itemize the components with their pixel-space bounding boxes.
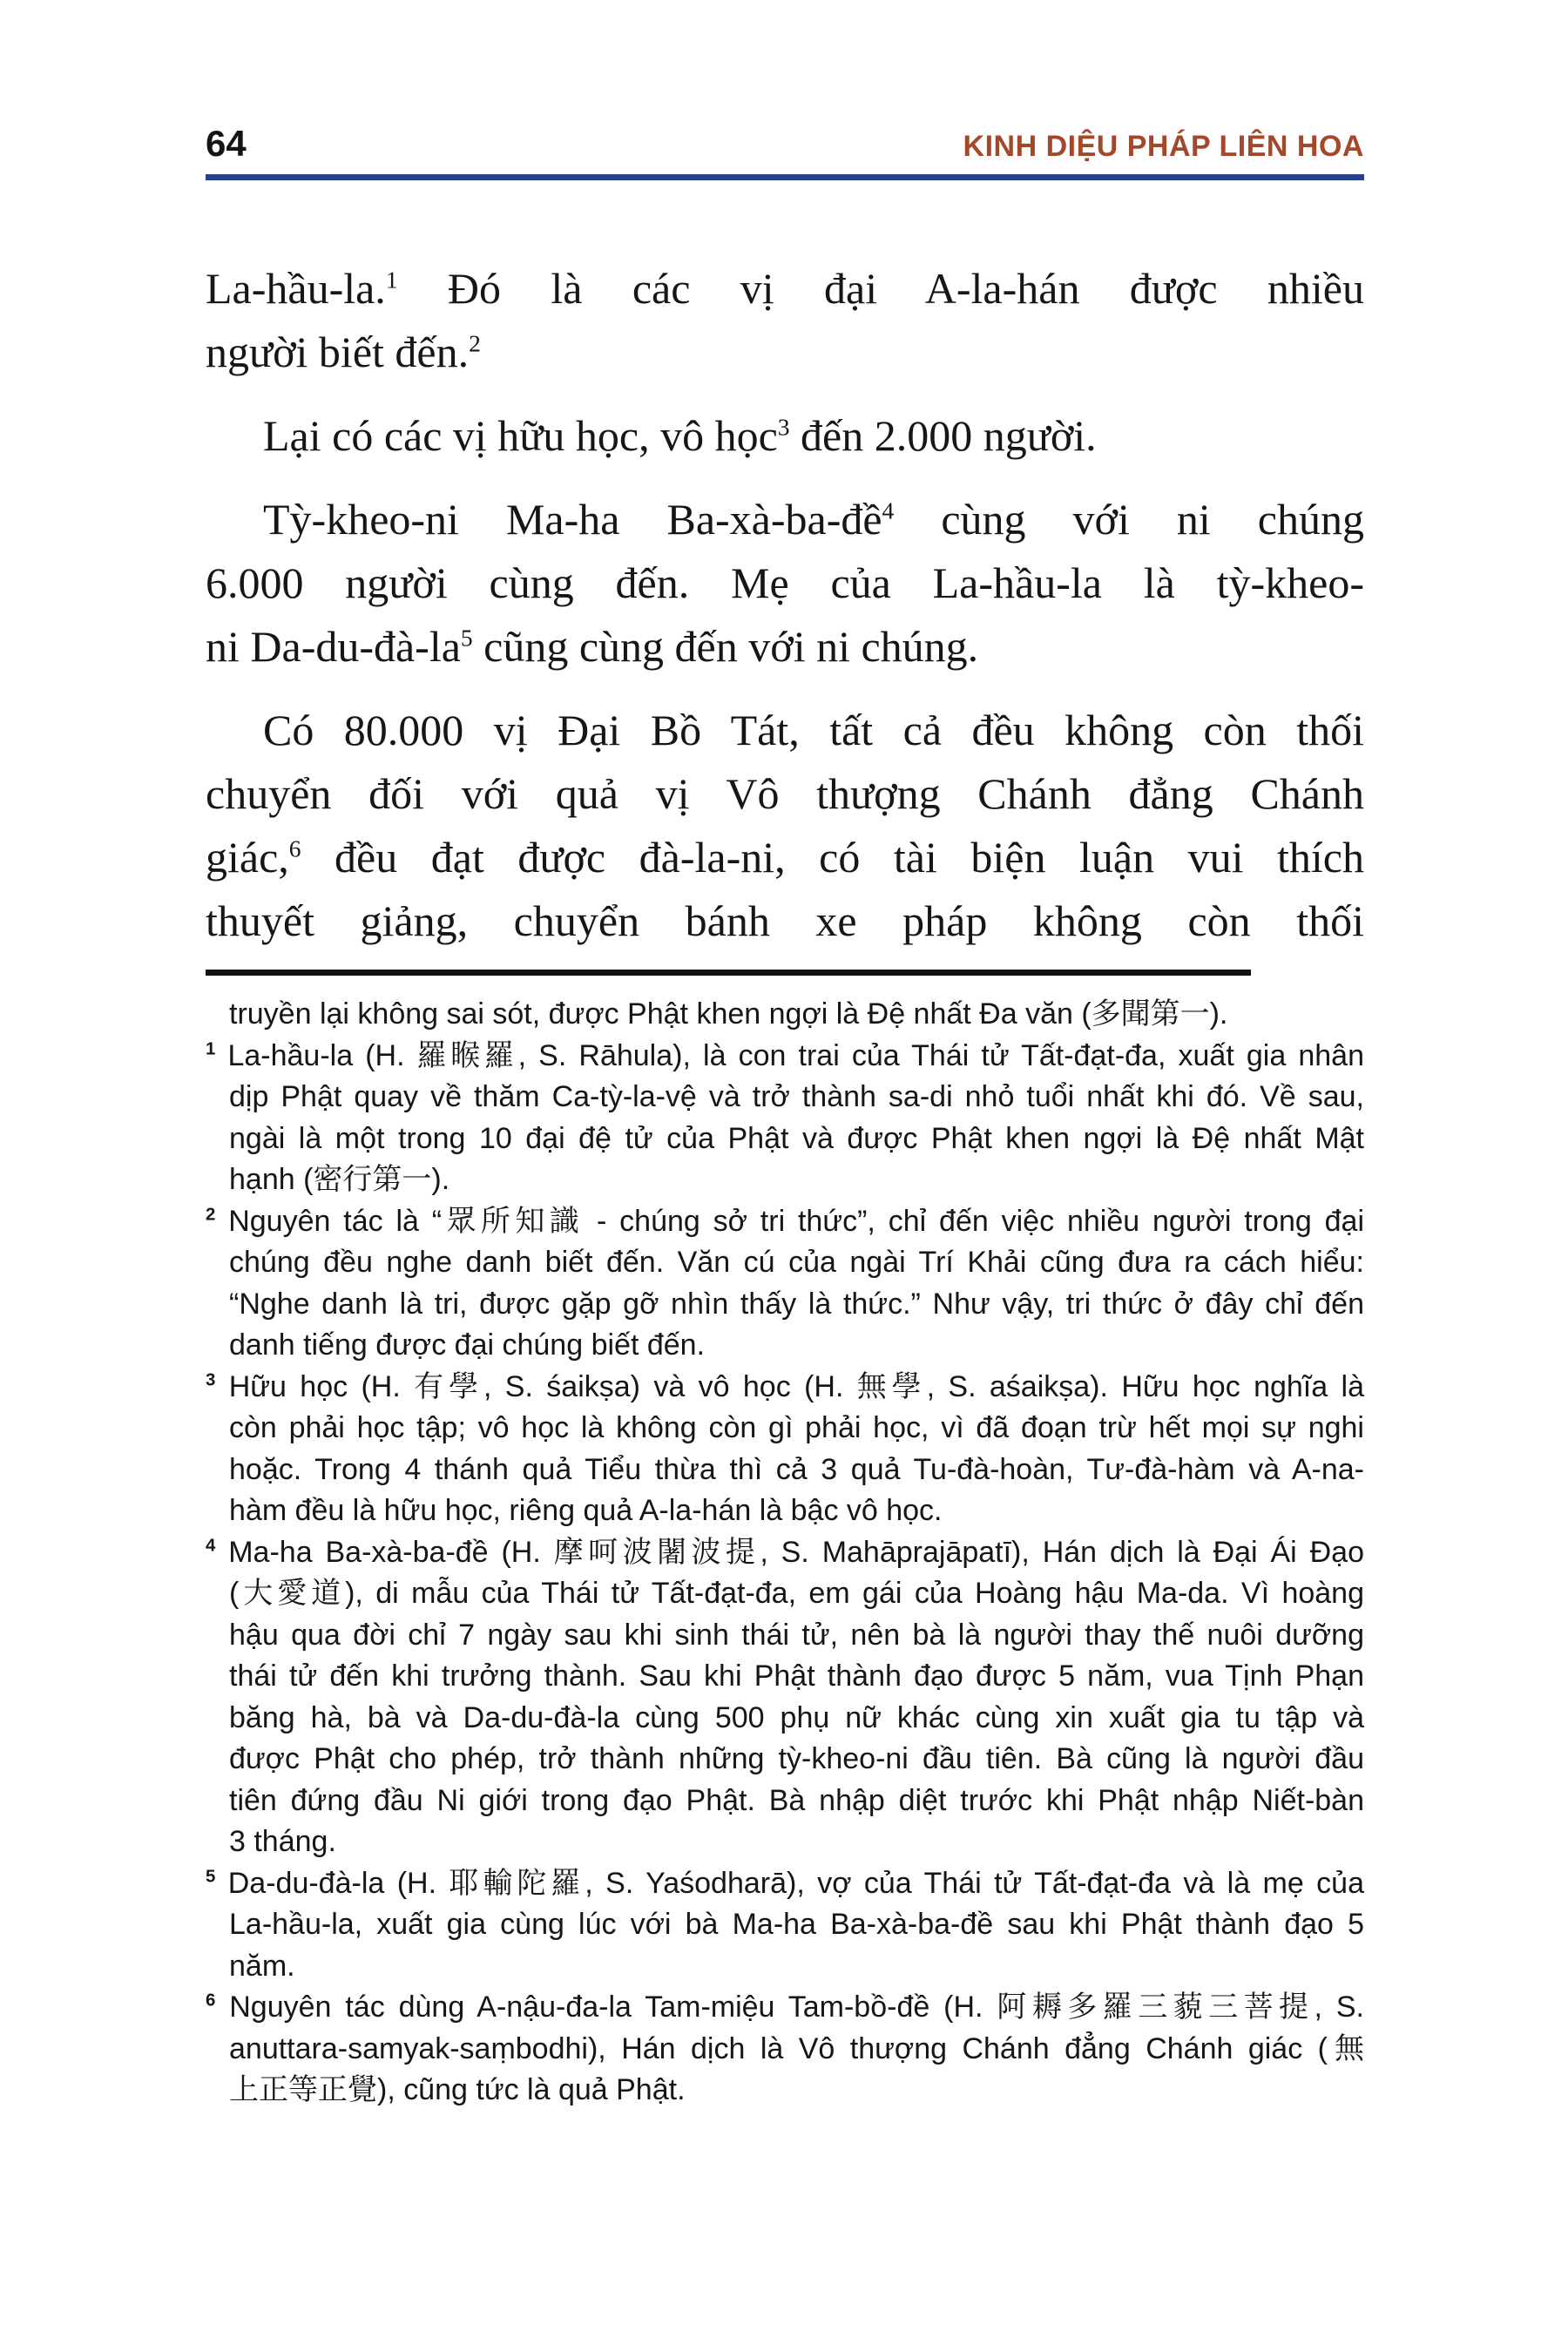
- footnote-line: còn phải học tập; vô học là không còn gì phải học, vì đã đoạn trừ hết mọi sự nghi: [229, 1411, 1364, 1444]
- footnote-ref: 3: [777, 413, 790, 441]
- footnote-line: “Nghe danh là tri, được gặp gỡ nhìn thấy là thức.” Như vậy, tri thức ở đây chỉ đến: [229, 1287, 1364, 1321]
- footnote: [206, 1036, 1364, 1201]
- footnote-marker: 3: [206, 1370, 216, 1390]
- footnote-line: băng hà, bà và Da-du-đà-la cùng 500 phụ nữ khác cùng xin xuất gia tu tập và: [229, 1700, 1364, 1734]
- page-number: 64: [206, 123, 247, 164]
- footnote-line: thái tử đến khi trưởng thành. Sau khi Phật thành đạo được 5 năm, vua Tịnh Phạn: [229, 1659, 1364, 1693]
- footnote-ref: 6: [288, 835, 301, 862]
- footnote-line: hậu qua đời chỉ 7 ngày sau khi sinh thái tử, nên bà là người thay thế nuôi dưỡng: [229, 1618, 1364, 1652]
- footnote: [229, 994, 1364, 1036]
- running-title: KINH DIỆU PHÁP LIÊN HOA: [963, 130, 1364, 163]
- body-line: Có 80.000 vị Đại Bồ Tát, tất cả đều không còn thối: [263, 706, 1364, 754]
- footnote-ref: 2: [469, 329, 481, 357]
- paragraph: [206, 488, 1364, 679]
- footnote-marker: 4: [206, 1536, 216, 1556]
- footnote-line: được Phật cho phép, trở thành những tỳ-kheo-ni đầu tiên. Bà cũng là người đầu: [229, 1742, 1364, 1775]
- body-line: giác,$^6$ đều đạt được đà-la-ni, có tài biện luận vui thích: [206, 833, 1364, 882]
- body-line: chuyển đối với quả vị Vô thượng Chánh đẳng Chánh: [206, 769, 1364, 818]
- body-line: Tỳ-kheo-ni Ma-ha Ba-xà-ba-đề$^4$ cùng với ni chúng: [263, 495, 1364, 544]
- footnote-line: $^5$ Da-du-đà-la (H. 耶輸陀羅, S. Yaśodharā), vợ của Thái tử Tất-đạt-đa và là mẹ của: [206, 1866, 1364, 1900]
- footnote-ref: 5: [460, 624, 473, 652]
- footnotes: [206, 994, 1364, 2112]
- footnote-line: chúng đều nghe danh biết đến. Văn cú của ngài Trí Khải cũng đưa ra cách hiểu:: [229, 1246, 1364, 1279]
- footnote-line: anuttara-samyak-saṃbodhi), Hán dịch là Vô thượng Chánh đẳng Chánh giác (無: [229, 2031, 1364, 2065]
- footnote: [206, 1201, 1364, 1367]
- footnote-line: danh tiếng được đại chúng biết đến.: [229, 1328, 706, 1362]
- footnote-line: 3 tháng.: [229, 1825, 336, 1858]
- body-line: thuyết giảng, chuyển bánh xe pháp không còn thối: [206, 896, 1364, 945]
- footnote-line: $^4$ Ma-ha Ba-xà-ba-đề (H. 摩呵波闍波提, S. Mahāprajāpatī), Hán dịch là Đại Ái Đạo: [206, 1535, 1364, 1569]
- body-line: ni $Da-du-đà-la^5$ cũng cùng đến với ni chúng.: [206, 622, 979, 671]
- footnote-line: (大愛道), di mẫu của Thái tử Tất-đạt-đa, em gái của Hoàng hậu Ma-da. Vì hoàng: [229, 1577, 1364, 1610]
- footnote-line: hạnh (密行第一).: [229, 1163, 450, 1196]
- body-line: người biết đến.$^2$: [206, 328, 481, 376]
- footnote-ref: 1: [385, 266, 398, 294]
- footnote-line: $^1$ La-hầu-la (H. 羅睺羅, S. Rāhula), là con trai của Thái tử Tất-đạt-đa, xuất gia nhân: [206, 1038, 1364, 1072]
- footnote: [206, 1532, 1364, 1863]
- footnote-line: truyền lại không sai sót, được Phật khen ngợi là Đệ nhất Đa văn (多聞第一).: [229, 997, 1228, 1031]
- footnote-line: hoặc. Trong 4 thánh quả Tiểu thừa thì cả 3 quả Tu-đà-hoàn, Tư-đà-hàm và A-na-: [229, 1452, 1364, 1486]
- footnote: [206, 1863, 1364, 1988]
- footnote: [206, 1367, 1364, 1532]
- footnote-line: La-hầu-la, xuất gia cùng lúc với bà Ma-ha Ba-xà-ba-đề sau khi Phật thành đạo 5: [229, 1908, 1364, 1941]
- page-header: [206, 125, 1364, 166]
- footnote-line: $^2$ Nguyên tác là “眾所知識 - chúng sở tri thức”, chỉ đến việc nhiều người trong đại: [206, 1204, 1364, 1238]
- footnote-line: ngài là một trong 10 đại đệ tử của Phật và được Phật khen ngợi là Đệ nhất Mật: [229, 1121, 1364, 1155]
- footnote-marker: 2: [206, 1205, 216, 1225]
- footnote-line: $^6$ Nguyên tác dùng A-nậu-đa-la Tam-miệu Tam-bồ-đề (H. 阿耨多羅三藐三菩提, S.: [206, 1990, 1364, 2024]
- body-text: [206, 257, 1364, 953]
- paragraph: [206, 257, 1364, 384]
- paragraph: [206, 404, 1364, 468]
- footnote-ref: 4: [882, 497, 895, 524]
- header-rule: [206, 174, 1364, 180]
- footnote-line: hàm đều là hữu học, riêng quả A-la-hán là bậc vô học.: [229, 1494, 943, 1527]
- footnote-marker: 5: [206, 1867, 216, 1887]
- footnote-line: 上正等正覺), cũng tức là quả Phật.: [229, 2073, 686, 2106]
- footnote: [206, 1987, 1364, 2112]
- paragraph: [206, 699, 1364, 953]
- footnote-line: năm.: [229, 1949, 295, 1983]
- footnote-line: dịp Phật quay về thăm Ca-tỳ-la-vệ và trở thành sa-di nhỏ tuổi nhất khi đó. Về sau,: [229, 1080, 1364, 1113]
- footnote-line: $^3$ Hữu học (H. 有學, S. śaikṣa) và vô học (H. 無學, S. aśaikṣa). Hữu học nghĩa là: [206, 1369, 1364, 1403]
- footnote-marker: 6: [206, 1990, 216, 2011]
- footnote-rule: [206, 970, 1251, 976]
- body-line: La-hầu-la.$^1$ Đó là các vị đại A-la-hán được nhiều: [206, 264, 1364, 313]
- body-line: Lại có các vị hữu học, vô học$^3$ đến 2.000 người.: [263, 411, 1097, 460]
- footnote-marker: 1: [206, 1039, 216, 1059]
- footnote-line: tiên đứng đầu Ni giới trong đạo Phật. Bà nhập diệt trước khi Phật nhập Niết-bàn: [229, 1783, 1364, 1817]
- body-line: 6.000 người cùng đến. Mẹ của La-hầu-la là tỳ-kheo-: [206, 558, 1364, 607]
